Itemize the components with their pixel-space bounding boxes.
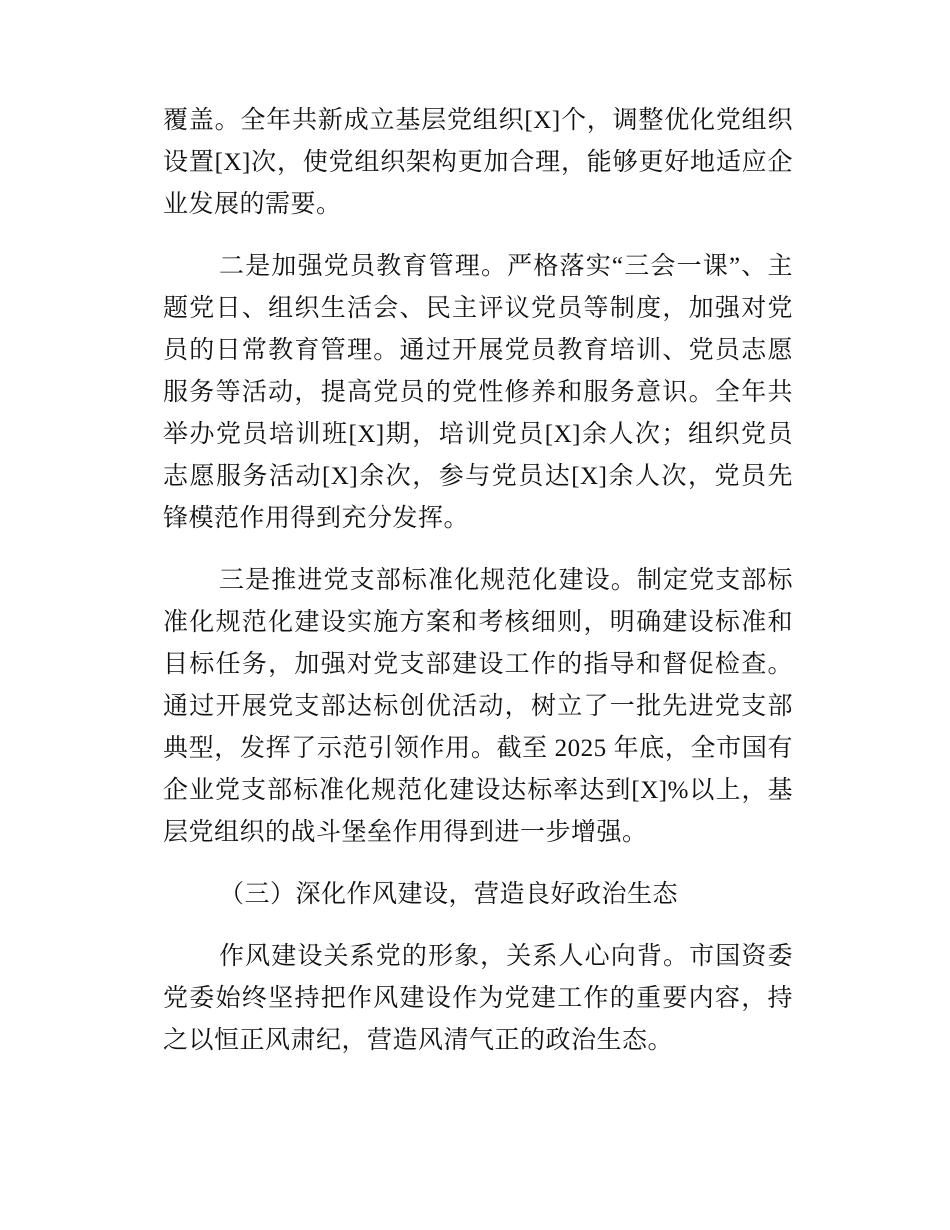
paragraph: 作风建设关系党的形象，关系人心向背。市国资委党委始终坚持把作风建设作为党建工作的重要内容，持之以恒正风肃纪，营造风清气正的政治生态。 — [163, 943, 793, 1054]
paragraph: 三是推进党支部标准化规范化建设。制定党支部标准化规范化建设实施方案和考核细则，明确建设标准和目标任务，加强对党支部建设工作的指导和督促检查。通过开展党支部达标创优活动，树立了一批先进党支部典型，发挥了示范引领作用。截至 2025 年底，全市国有企业党支部标准化规范化建设达标率达到[X]%以上，基层党组织的战斗堡垒作用得到进一步增强。 — [163, 567, 793, 846]
paragraph: 二是加强党员教育管理。严格落实“三会一课”、主题党日、组织生活会、民主评议党员等制度，加强对党员的日常教育管理。通过开展党员教育培训、党员志愿服务等活动，提高党员的党性修养和服务意识。全年共举办党员培训班[X]期，培训党员[X]余人次；组织党员志愿服务活动[X]余次，参与党员达[X]余人次，党员先锋模范作用得到充分发挥。 — [163, 253, 793, 532]
paragraph: 覆盖。全年共新成立基层党组织[X]个，调整优化党组织设置[X]次，使党组织架构更加合理，能够更好地适应企业发展的需要。 — [163, 107, 793, 218]
section-heading: （三）深化作风建设，营造良好政治生态 — [219, 881, 679, 908]
document-content — [163, 100, 793, 1062]
